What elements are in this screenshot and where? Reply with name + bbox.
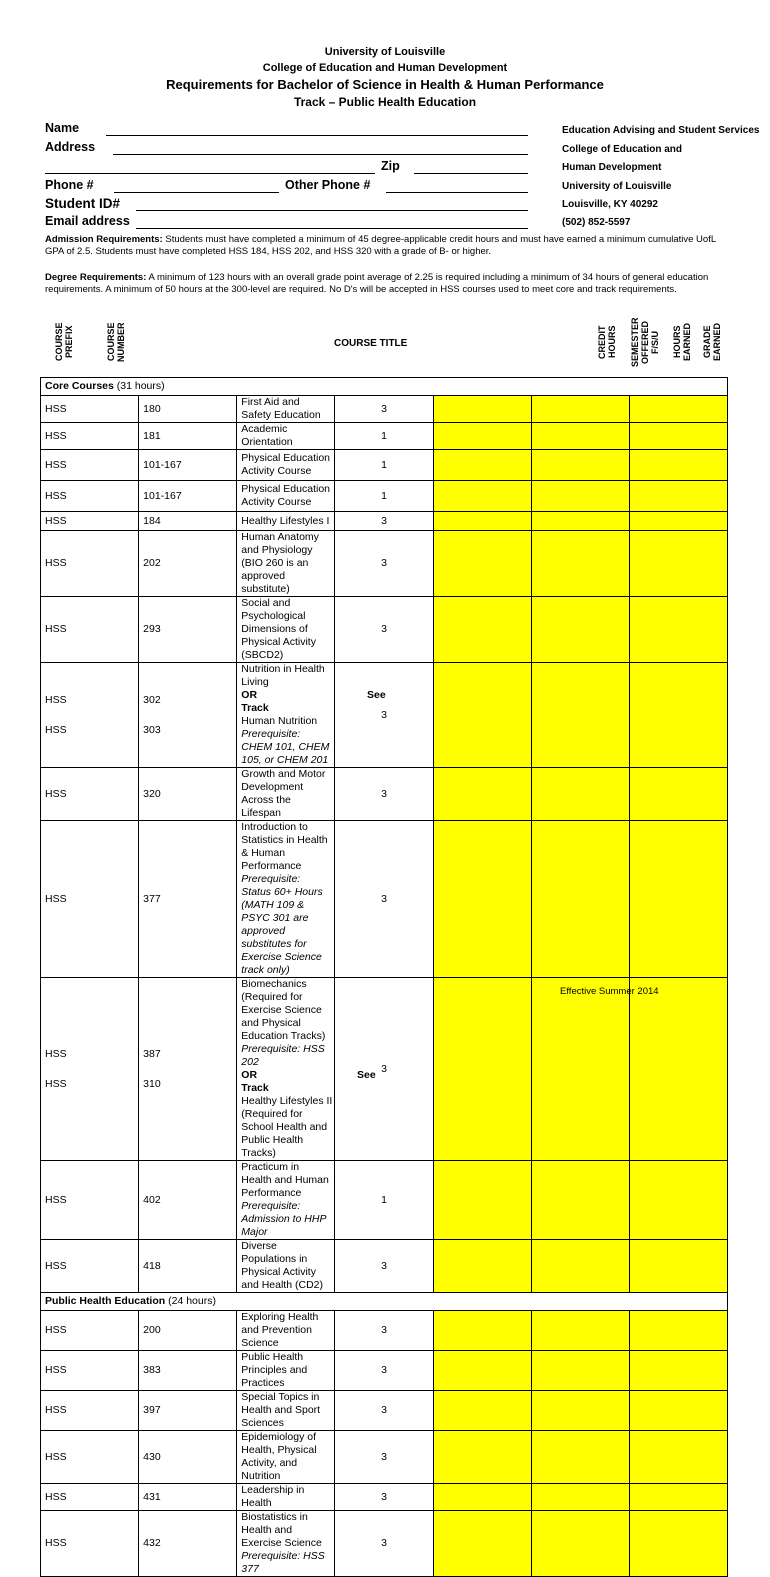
office-line-3: Human Development (562, 162, 662, 173)
semester-cell[interactable] (433, 1391, 531, 1431)
course-prefix (41, 978, 139, 1161)
section-hours: (24 hours) (165, 1295, 216, 1307)
table-row (41, 1431, 728, 1484)
course-prefix: HSS (41, 450, 139, 481)
prerequisite: Prerequisite: HSS 202 (241, 1043, 325, 1068)
semester-cell[interactable] (433, 663, 531, 768)
course-title: Epidemiology of Health, Physical Activity, and Nutrition (237, 1431, 335, 1484)
credit-hours: 3 (335, 1351, 433, 1391)
title-statistics: Introduction to Statistics in Health & Human Performance (241, 821, 328, 872)
table-row (41, 512, 728, 531)
course-prefix: HSS (41, 1161, 139, 1240)
table-row (41, 821, 728, 978)
course-title: Healthy Lifestyles I (237, 512, 335, 531)
course-prefix: HSS (41, 768, 139, 821)
course-number: 418 (139, 1240, 237, 1293)
hours-earned-cell[interactable] (531, 531, 629, 597)
course-title (237, 663, 386, 768)
table-row (41, 1511, 728, 1577)
biomechanics-line (241, 978, 330, 1043)
university-name: University of Louisville (324, 46, 446, 58)
course-prefix: HSS (41, 597, 139, 663)
hours-earned-cell[interactable] (531, 481, 629, 512)
course-prefix: HSS (41, 821, 139, 978)
admission-label: Admission Requirements: (45, 234, 163, 245)
table-row (41, 1161, 728, 1240)
semester-cell[interactable] (433, 1431, 531, 1484)
course-title: Public Health Principles and Practices (237, 1351, 335, 1391)
degree-requirements (45, 272, 735, 296)
grade-cell[interactable] (629, 1391, 727, 1431)
hours-earned-cell[interactable] (531, 821, 629, 978)
course-number: 101-167 (139, 450, 237, 481)
course-prefix-303: HSS (45, 724, 67, 736)
office-line-4: University of Louisville (562, 181, 672, 192)
course-number-310: 310 (143, 1078, 161, 1090)
course-prefix-387: HSS (45, 1048, 67, 1060)
grade-cell[interactable] (629, 978, 727, 1161)
course-title: Social and Psychological Dimensions of Physical Activity (SBCD2) (237, 597, 335, 663)
hours-earned-cell[interactable] (531, 450, 629, 481)
grade-cell[interactable] (629, 512, 727, 531)
semester-cell[interactable] (433, 821, 531, 978)
course-title: Academic Orientation (237, 423, 335, 450)
course-number: 180 (139, 396, 237, 423)
table-row (41, 1311, 728, 1351)
table-row (41, 1240, 728, 1293)
office-line-2: College of Education and (562, 144, 683, 155)
course-number: 202 (139, 531, 237, 597)
hours-earned-cell[interactable] (531, 1484, 629, 1511)
table-row (41, 768, 728, 821)
hours-earned-cell[interactable] (531, 978, 629, 1161)
title-practicum: Practicum in Health and Human Performance (241, 1161, 329, 1199)
semester-cell[interactable] (433, 423, 531, 450)
course-title (237, 1161, 335, 1240)
or-label: OR (241, 1069, 258, 1081)
table-row (41, 450, 728, 481)
credit-hours: 3 (335, 1431, 433, 1484)
requirement-note: (Required for Exercise Science and Physical Education Tracks) (241, 991, 326, 1042)
section-core (41, 378, 728, 396)
grade-cell[interactable] (629, 1351, 727, 1391)
credit-hours: 3 (335, 1511, 433, 1577)
credit-hours: 1 (335, 450, 433, 481)
semester-cell[interactable] (433, 1511, 531, 1577)
prerequisite: Prerequisite: Admission to HHP Major (241, 1200, 327, 1238)
course-prefix: HSS (41, 1240, 139, 1293)
semester-cell[interactable] (433, 1351, 531, 1391)
grade-cell[interactable] (629, 481, 727, 512)
column-grade-earned: GRADE EARNED (702, 323, 722, 362)
course-prefix: HSS (41, 423, 139, 450)
table-row (41, 531, 728, 597)
semester-cell[interactable] (433, 512, 531, 531)
title-biostatistics: Biostatistics in Health and Exercise Science (241, 1511, 322, 1549)
hours-earned-cell[interactable] (531, 1431, 629, 1484)
semester-cell[interactable] (433, 396, 531, 423)
course-number: 101-167 (139, 481, 237, 512)
course-prefix: HSS (41, 1391, 139, 1431)
office-line-1: Education Advising and Student Services (562, 125, 760, 136)
document-title: Requirements for Bachelor of Science in Health & Human Performance (166, 77, 604, 92)
see-track-label: See Track (241, 1069, 376, 1094)
course-number: 430 (139, 1431, 237, 1484)
title-healthy-lifestyles-ii: Healthy Lifestyles II (241, 1095, 333, 1107)
grade-cell[interactable] (629, 1511, 727, 1577)
admission-text: Students must have completed a minimum of 45 degree-applicable credit hours and must have earned a minimum cumulative UofL GPA of 2.5. Students must have completed HSS 184, HSS 202, and HSS 320 with a grade of B- or higher. (45, 234, 716, 257)
course-prefix: HSS (41, 396, 139, 423)
semester-cell[interactable] (433, 1161, 531, 1240)
grade-cell[interactable] (629, 821, 727, 978)
course-title: First Aid and Safety Education (237, 396, 335, 423)
course-number: 320 (139, 768, 237, 821)
column-course-title: COURSE TITLE (334, 338, 408, 349)
other-phone-label: Other Phone # (285, 178, 371, 192)
grade-cell[interactable] (629, 1484, 727, 1511)
grade-cell[interactable] (629, 663, 727, 768)
semester-cell[interactable] (433, 768, 531, 821)
course-title (237, 1511, 335, 1577)
hours-earned-cell[interactable] (531, 1161, 629, 1240)
course-number: 181 (139, 423, 237, 450)
course-prefix: HSS (41, 481, 139, 512)
or-line (241, 689, 386, 715)
course-number: 431 (139, 1484, 237, 1511)
other-phone-field[interactable] (386, 192, 528, 193)
semester-cell[interactable] (433, 450, 531, 481)
admission-requirements (45, 234, 735, 258)
credit-hours: 3 (335, 512, 433, 531)
course-title: Human Anatomy and Physiology (BIO 260 is an approved substitute) (237, 531, 335, 597)
credit-hours: 3 (335, 768, 433, 821)
section-label: Core Courses (45, 380, 114, 392)
column-credit-hours: CREDIT HOURS (597, 325, 617, 359)
grade-cell[interactable] (629, 768, 727, 821)
semester-cell[interactable] (433, 481, 531, 512)
degree-label: Degree Requirements: (45, 272, 147, 283)
credit-hours: 3 (335, 663, 433, 768)
credit-hours: 3 (335, 978, 433, 1161)
hours-earned-cell[interactable] (531, 663, 629, 768)
office-phone: (502) 852-5597 (562, 217, 631, 228)
table-row (41, 423, 728, 450)
phone-label: Phone # (45, 178, 94, 192)
hours-earned-cell[interactable] (531, 396, 629, 423)
course-title: Exploring Health and Prevention Science (237, 1311, 335, 1351)
email-field[interactable] (136, 228, 528, 229)
credit-hours: 3 (335, 396, 433, 423)
course-title: Growth and Motor Development Across the Lifespan (237, 768, 335, 821)
substitution-note: (MATH 109 & PSYC 301 are approved substitutes for Exercise Science track only) (241, 899, 322, 976)
phone-field[interactable] (114, 192, 279, 193)
section-hours: (31 hours) (113, 380, 165, 392)
grade-cell[interactable] (629, 1240, 727, 1293)
course-prefix: HSS (41, 531, 139, 597)
course-number (139, 978, 237, 1161)
zip-field[interactable] (414, 173, 528, 174)
course-number: 397 (139, 1391, 237, 1431)
course-prefix: HSS (41, 1351, 139, 1391)
course-prefix: HSS (41, 512, 139, 531)
course-prefix (41, 663, 139, 768)
student-id-label: Student ID# (45, 196, 121, 211)
semester-cell[interactable] (433, 1311, 531, 1351)
grade-cell[interactable] (629, 423, 727, 450)
course-number: 293 (139, 597, 237, 663)
course-number-387: 387 (143, 1048, 161, 1060)
zip-label: Zip (381, 159, 400, 173)
prerequisite: Prerequisite: CHEM 101, CHEM 105, or CHEM 201 (241, 728, 330, 766)
course-number: 200 (139, 1311, 237, 1351)
hours-earned-cell[interactable] (531, 1311, 629, 1351)
see-track-label: See Track (241, 689, 386, 714)
course-title: Physical Education Activity Course (237, 450, 335, 481)
course-number-303: 303 (143, 724, 161, 736)
healthy-lifestyles-line (241, 1095, 333, 1160)
prerequisite: Prerequisite: Status 60+ Hours (241, 873, 323, 898)
column-semester-offered: SEMESTER OFFERED F/S/U (630, 317, 660, 367)
course-prefix-302: HSS (45, 694, 67, 706)
hours-earned-cell[interactable] (531, 768, 629, 821)
course-number: 383 (139, 1351, 237, 1391)
credit-hours: 1 (335, 481, 433, 512)
grade-cell[interactable] (629, 1161, 727, 1240)
course-number: 402 (139, 1161, 237, 1240)
hours-earned-cell[interactable] (531, 512, 629, 531)
credit-hours: 3 (335, 531, 433, 597)
hours-earned-cell[interactable] (531, 597, 629, 663)
semester-cell[interactable] (433, 1240, 531, 1293)
grade-cell[interactable] (629, 450, 727, 481)
hours-earned-cell[interactable] (531, 1511, 629, 1577)
credit-hours: 1 (335, 423, 433, 450)
title-biomechanics: Biomechanics (241, 978, 307, 990)
course-title: Diverse Populations in Physical Activity and Health (CD2) (237, 1240, 335, 1293)
address-field[interactable] (113, 154, 528, 155)
course-number: 432 (139, 1511, 237, 1577)
title-nutrition-healthy-living: Nutrition in Health Living (241, 663, 325, 688)
course-prefix-310: HSS (45, 1078, 67, 1090)
effective-date: Effective Summer 2014 (560, 986, 659, 997)
course-title: Special Topics in Health and Sport Sciences (237, 1391, 335, 1431)
semester-cell[interactable] (433, 597, 531, 663)
course-number (139, 663, 237, 768)
prerequisite: Prerequisite: HSS 377 (241, 1550, 325, 1575)
or-label: OR (241, 689, 258, 701)
credit-hours: 3 (335, 1391, 433, 1431)
address-label: Address (45, 140, 96, 154)
course-prefix: HSS (41, 1431, 139, 1484)
column-course-prefix: COURSE PREFIX (54, 322, 74, 362)
course-title: Physical Education Activity Course (237, 481, 335, 512)
table-row (41, 597, 728, 663)
hours-earned-cell[interactable] (531, 1351, 629, 1391)
credit-hours: 3 (335, 1311, 433, 1351)
course-prefix: HSS (41, 1511, 139, 1577)
track-title: Track – Public Health Education (293, 95, 477, 109)
credit-hours: 1 (335, 1161, 433, 1240)
or-line (241, 1069, 376, 1095)
credit-hours: 3 (335, 1484, 433, 1511)
college-name: College of Education and Human Development (262, 62, 508, 74)
grade-cell[interactable] (629, 531, 727, 597)
table-row (41, 663, 728, 768)
table-row (41, 1484, 728, 1511)
table-row (41, 1391, 728, 1431)
degree-text: A minimum of 123 hours with an overall grade point average of 2.25 is required including a minimum of 34 hours of general education requirements. A minimum of 50 hours at the 300-level are required. No D's will be accepted in HSS courses used to meet core and track requirements. (45, 272, 709, 295)
course-prefix: HSS (41, 1311, 139, 1351)
table-row (41, 481, 728, 512)
grade-cell[interactable] (629, 597, 727, 663)
course-number-302: 302 (143, 694, 161, 706)
hours-earned-cell[interactable] (531, 423, 629, 450)
credit-hours: 3 (335, 821, 433, 978)
column-course-number: COURSE NUMBER (106, 322, 126, 362)
requirement-note: (Required for School Health and Public Health Tracks) (241, 1108, 328, 1159)
table-row (41, 978, 728, 1161)
column-hours-earned: HOURS EARNED (672, 323, 692, 362)
title-human-nutrition: Human Nutrition (241, 715, 318, 727)
address-line2-field[interactable] (45, 173, 375, 174)
name-field[interactable] (106, 135, 528, 136)
semester-cell[interactable] (433, 978, 531, 1161)
hours-earned-cell[interactable] (531, 1391, 629, 1431)
table-row (41, 396, 728, 423)
name-label: Name (45, 121, 80, 135)
credit-hours: 3 (335, 1240, 433, 1293)
course-number: 184 (139, 512, 237, 531)
email-label: Email address (45, 214, 130, 228)
course-title: Leadership in Health (237, 1484, 335, 1511)
course-number: 377 (139, 821, 237, 978)
grade-cell[interactable] (629, 1431, 727, 1484)
section-label: Public Health Education (45, 1295, 166, 1307)
semester-cell[interactable] (433, 1484, 531, 1511)
office-line-5: Louisville, KY 40292 (562, 199, 658, 210)
table-row (41, 1351, 728, 1391)
hours-earned-cell[interactable] (531, 1240, 629, 1293)
credit-hours: 3 (335, 597, 433, 663)
semester-cell[interactable] (433, 531, 531, 597)
course-table (40, 377, 728, 1577)
grade-cell[interactable] (629, 396, 727, 423)
section-public-health (41, 1293, 728, 1311)
course-prefix: HSS (41, 1484, 139, 1511)
grade-cell[interactable] (629, 1311, 727, 1351)
course-title (237, 821, 335, 978)
student-id-field[interactable] (136, 210, 528, 211)
course-title (237, 978, 376, 1161)
